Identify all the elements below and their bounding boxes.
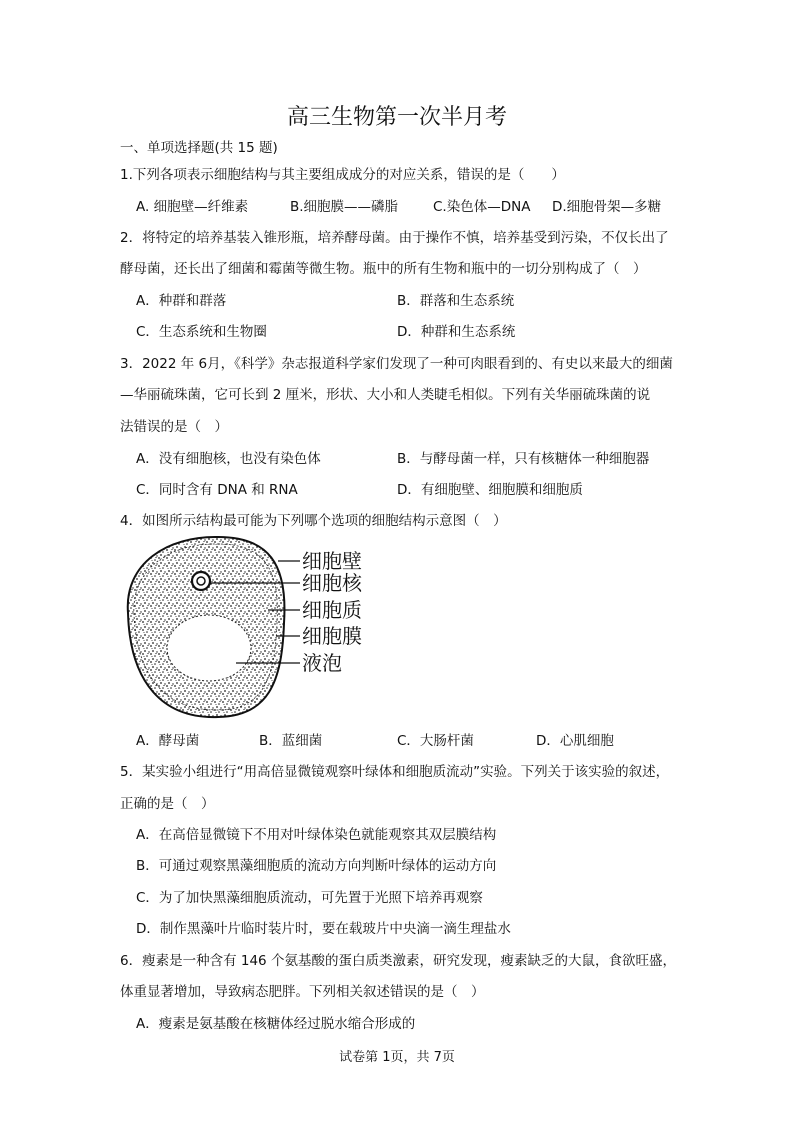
- q5-option-c[interactable]: C．为了加快黑藻细胞质流动，可先置于光照下培养再观察: [136, 890, 483, 906]
- q3-stem-line3: 法错误的是（ ）: [120, 419, 228, 435]
- label-cell-membrane: 细胞膜: [302, 624, 362, 648]
- q5-stem-line2: 正确的是（ ）: [120, 796, 215, 812]
- q2-option-a[interactable]: A．种群和群落: [136, 293, 227, 309]
- q1-stem: 1.下列各项表示细胞结构与其主要组成成分的对应关系，错误的是（ ）: [120, 167, 565, 183]
- label-nucleus: 细胞核: [302, 571, 362, 595]
- q5-option-b[interactable]: B．可通过观察黑藻细胞质的流动方向判断叶绿体的运动方向: [136, 858, 497, 874]
- q1-option-b[interactable]: B.细胞膜——磷脂: [290, 199, 399, 215]
- q4-stem: 4．如图所示结构最可能为下列哪个选项的细胞结构示意图（ ）: [120, 513, 507, 529]
- q2-option-d[interactable]: D．种群和生态系统: [397, 324, 516, 340]
- exam-title: 高三生物第一次半月考: [286, 105, 507, 130]
- q5-stem-line1: 5．某实验小组进行“用高倍显微镜观察叶绿体和细胞质流动”实验。下列关于该实验的叙述，: [120, 764, 670, 780]
- label-cytoplasm: 细胞质: [302, 598, 362, 622]
- q1-option-c[interactable]: C.染色体—DNA: [433, 199, 531, 215]
- cell-structure-diagram: [118, 533, 378, 723]
- q4-option-b[interactable]: B．蓝细菌: [259, 733, 323, 749]
- q3-stem-line1: 3．2022 年 6月，《科学》杂志报道科学家们发现了一种可肉眼看到的、有史以来最大的细菌: [120, 356, 673, 372]
- label-cell-wall: 细胞壁: [302, 549, 362, 573]
- q5-option-a[interactable]: A．在高倍显微镜下不用对叶绿体染色就能观察其双层膜结构: [136, 827, 497, 843]
- q6-stem-line2: 体重显著增加，导致病态肥胖。下列相关叙述错误的是（ ）: [120, 984, 485, 1000]
- q2-option-c[interactable]: C．生态系统和生物圈: [136, 324, 267, 340]
- nucleus: [192, 572, 210, 590]
- label-vacuole: 液泡: [302, 651, 342, 675]
- q5-option-d[interactable]: D．制作黑藻叶片临时装片时，要在载玻片中央滴一滴生理盐水: [136, 921, 511, 937]
- page-footer: 试卷第 1页，共 7页: [339, 1050, 455, 1065]
- q4-option-c[interactable]: C．大肠杆菌: [397, 733, 474, 749]
- q3-stem-line2: —华丽硫珠菌，它可长到 2 厘米，形状、大小和人类睫毛相似。下列有关华丽硫珠菌的说: [120, 387, 651, 403]
- q4-option-d[interactable]: D．心肌细胞: [536, 733, 614, 749]
- q3-option-d[interactable]: D．有细胞壁、细胞膜和细胞质: [397, 482, 583, 498]
- q1-option-a[interactable]: A. 细胞壁—纤维素: [136, 199, 249, 215]
- q3-option-a[interactable]: A．没有细胞核，也没有染色体: [136, 451, 321, 467]
- vacuole: [167, 615, 251, 681]
- q4-option-a[interactable]: A．酵母菌: [136, 733, 200, 749]
- q6-option-a[interactable]: A．瘦素是氨基酸在核糖体经过脱水缩合形成的: [136, 1016, 416, 1032]
- q2-stem-line1: 2．将特定的培养基装入锥形瓶，培养酵母菌。由于操作不慎，培养基受到污染，不仅长出了: [120, 230, 669, 246]
- q2-option-b[interactable]: B．群落和生态系统: [397, 293, 515, 309]
- q6-stem-line1: 6．瘦素是一种含有 146 个氨基酸的蛋白质类激素，研究发现，瘦素缺乏的大鼠，食欲旺盛，: [120, 953, 676, 969]
- q3-option-b[interactable]: B．与酵母菌一样，只有核糖体一种细胞器: [397, 451, 650, 467]
- q1-option-d[interactable]: D.细胞骨架—多糖: [552, 199, 662, 215]
- q3-option-c[interactable]: C．同时含有 DNA 和 RNA: [136, 482, 298, 498]
- section-heading: 一、单项选择题(共 15 题): [120, 140, 278, 156]
- q2-stem-line2: 酵母菌，还长出了细菌和霉菌等微生物。瓶中的所有生物和瓶中的一切分别构成了（ ）: [120, 261, 647, 277]
